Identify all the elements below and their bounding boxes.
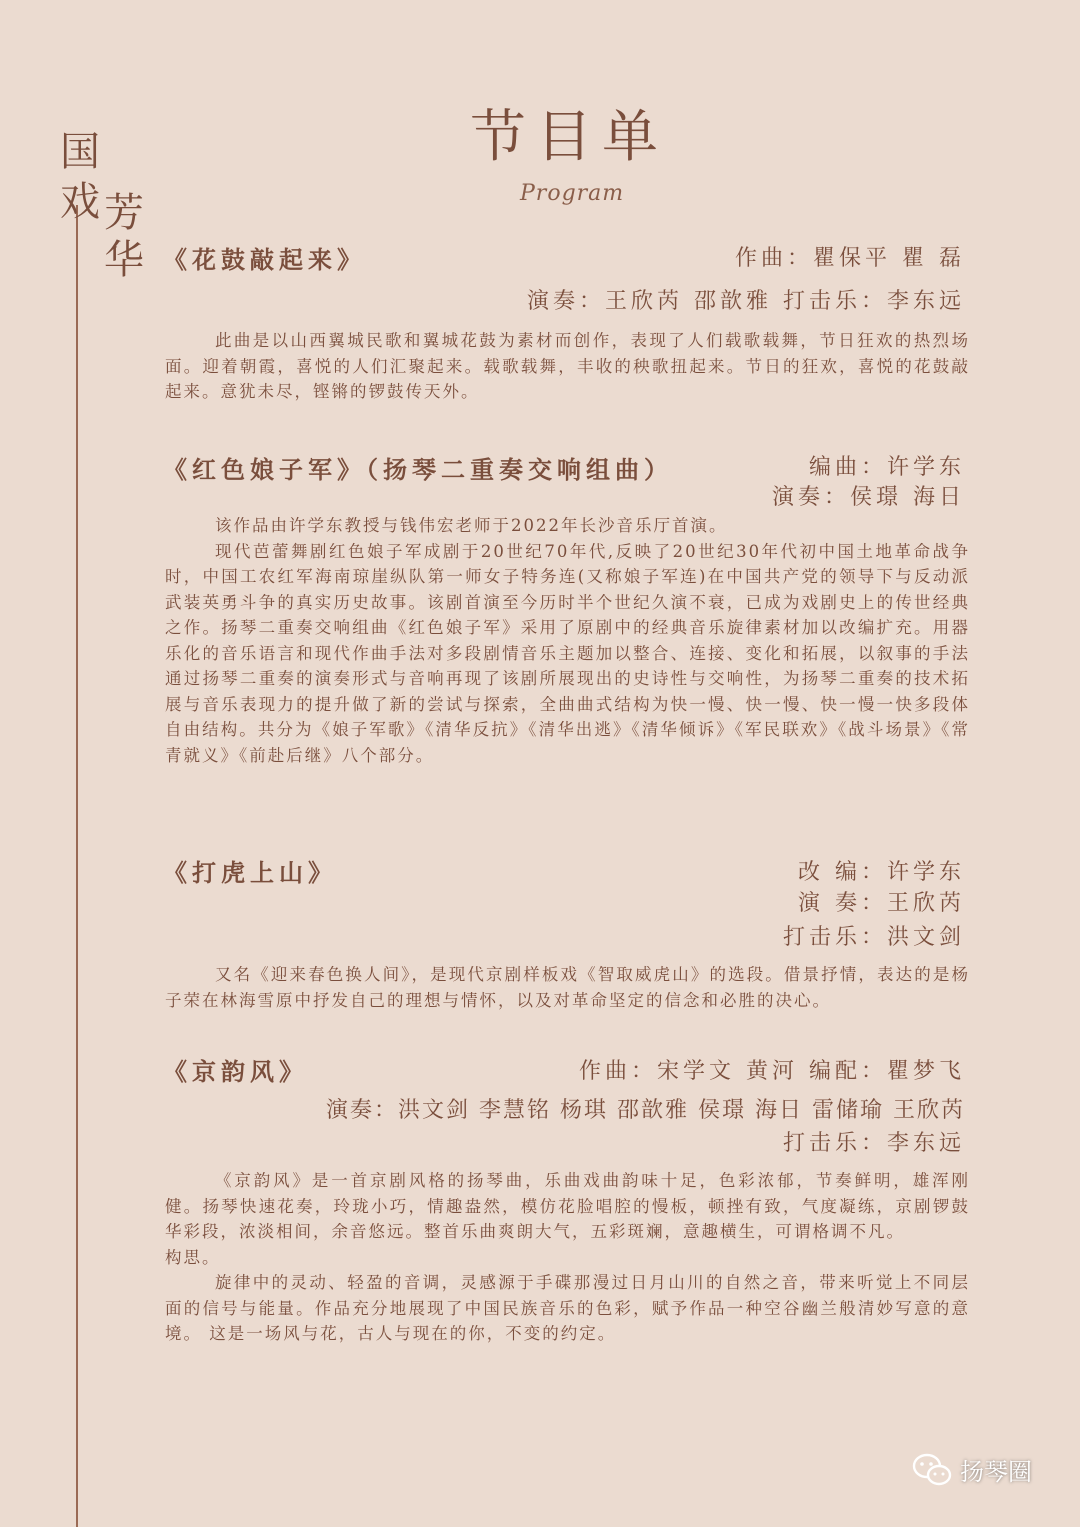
program-credit: 演奏：洪文剑 李慧铭 杨琪 邵歆雅 侯璟 海日 雷储瑜 王欣芮 [326, 1098, 965, 1123]
program-credit: 打击乐：李东远 [782, 1131, 965, 1156]
program-credit: 作曲：瞿保平 瞿 磊 [735, 246, 965, 271]
brand-char: 戏 [60, 179, 100, 225]
program-title: 《红色娘子军》（扬琴二重奏交响组曲） [163, 455, 673, 484]
program-description [165, 328, 970, 405]
paragraph: 此曲是以山西翼城民歌和翼城花鼓为素材而创作，表现了人们载歌载舞，节日狂欢的热烈场面。迎着朝霞，喜悦的人们汇聚起来。载歌载舞，丰收的秧歌扭起来。节日的狂欢，喜悦的花鼓敲起来。意犹未尽，铿锵的锣鼓传天外。 [165, 331, 970, 401]
paragraph: 旋律中的灵动、轻盈的音调，灵感源于手碟那漫过日月山川的自然之音，带来听觉上不同层面的信号与能量。作品充分地展现了中国民族音乐的色彩，赋予作品一种空谷幽兰般清妙写意的意境。 这是一场风与花，古人与现在的你，不变的约定。 [165, 1273, 970, 1343]
program-credit: 改 编：许学东 [798, 860, 965, 885]
program-title: 《花鼓敲起来》 [163, 245, 366, 274]
program-credit: 编曲：许学东 [808, 455, 965, 480]
program-credit: 演奏：侯璟 海日 [772, 485, 965, 510]
program-credit: 演 奏：王欣芮 [798, 891, 965, 916]
watermark-text: 扬琴圈 [960, 1458, 1032, 1486]
program-credit: 演奏：王欣芮 邵歆雅 打击乐：李东远 [527, 289, 965, 314]
program-description [165, 962, 970, 1013]
program-credit: 作曲：宋学文 黄河 编配：瞿梦飞 [579, 1059, 965, 1084]
program-credit: 打击乐：洪文剑 [782, 925, 965, 950]
paragraph: 又名《迎来春色换人间》，是现代京剧样板戏《智取威虎山》的选段。借景抒情，表达的是杨子荣在林海雪原中抒发自己的理想与情怀，以及对革命坚定的信念和必胜的决心。 [165, 965, 970, 1010]
program-title: 《打虎上山》 [163, 858, 337, 887]
wechat-icon [912, 1453, 952, 1487]
page-title: 节目单 [470, 105, 668, 170]
paragraph: 现代芭蕾舞剧红色娘子军成剧于20世纪70年代,反映了20世纪30年代初中国土地革命战争时，中国工农红军海南琼崖纵队第一师女子特务连(又称娘子军连)在中国共产党的领导下与反动派武装英勇斗争的真实历史故事。该剧首演至今历时半个世纪久演不衰，已成为戏剧史上的传世经典之作。扬琴二重奏交响组曲《红色娘子军》采用了原剧中的经典音乐旋律素材加以改编扩充。用器乐化的音乐语言和现代作曲手法对多段剧情音乐主题加以整合、连接、变化和拓展，以叙事的手法通过扬琴二重奏的演奏形式与音响再现了该剧所展现出的史诗性与交响性，为扬琴二重奏的技术拓展与音乐表现力的提升做了新的尝试与探索，全曲曲式结构为快一慢、快一慢、快一慢一快多段体自由结构。共分为《娘子军歌》《清华反抗》《清华出逃》《清华倾诉》《军民联欢》《战斗场景》《常青就义》《前赴后继》八个部分。 [165, 541, 970, 765]
paragraph: 该作品由许学东教授与钱伟宏老师于2022年长沙音乐厅首演。 [215, 516, 728, 535]
brand-char: 华 [104, 237, 144, 283]
program-description [165, 1168, 970, 1347]
watermark [912, 1452, 1032, 1487]
program-description [165, 513, 970, 768]
brand-char: 芳 [104, 190, 144, 236]
decorative-vertical-line [76, 205, 78, 1527]
page-subtitle: Program [520, 181, 625, 206]
program-title: 《京韵风》 [163, 1057, 308, 1086]
paragraph: 《京韵风》是一首京剧风格的扬琴曲，乐曲戏曲韵味十足，色彩浓郁，节奏鲜明，雄浑刚健。扬琴快速花奏，玲珑小巧，情趣盎然，模仿花脸唱腔的慢板，顿挫有致，气度凝练，京剧锣鼓华彩段，浓淡相间，余音悠远。整首乐曲爽朗大气，五彩斑斓，意趣横生，可谓格调不凡。 [165, 1171, 970, 1241]
paragraph: 构思。 [165, 1247, 221, 1267]
brand-char: 国 [60, 129, 100, 175]
